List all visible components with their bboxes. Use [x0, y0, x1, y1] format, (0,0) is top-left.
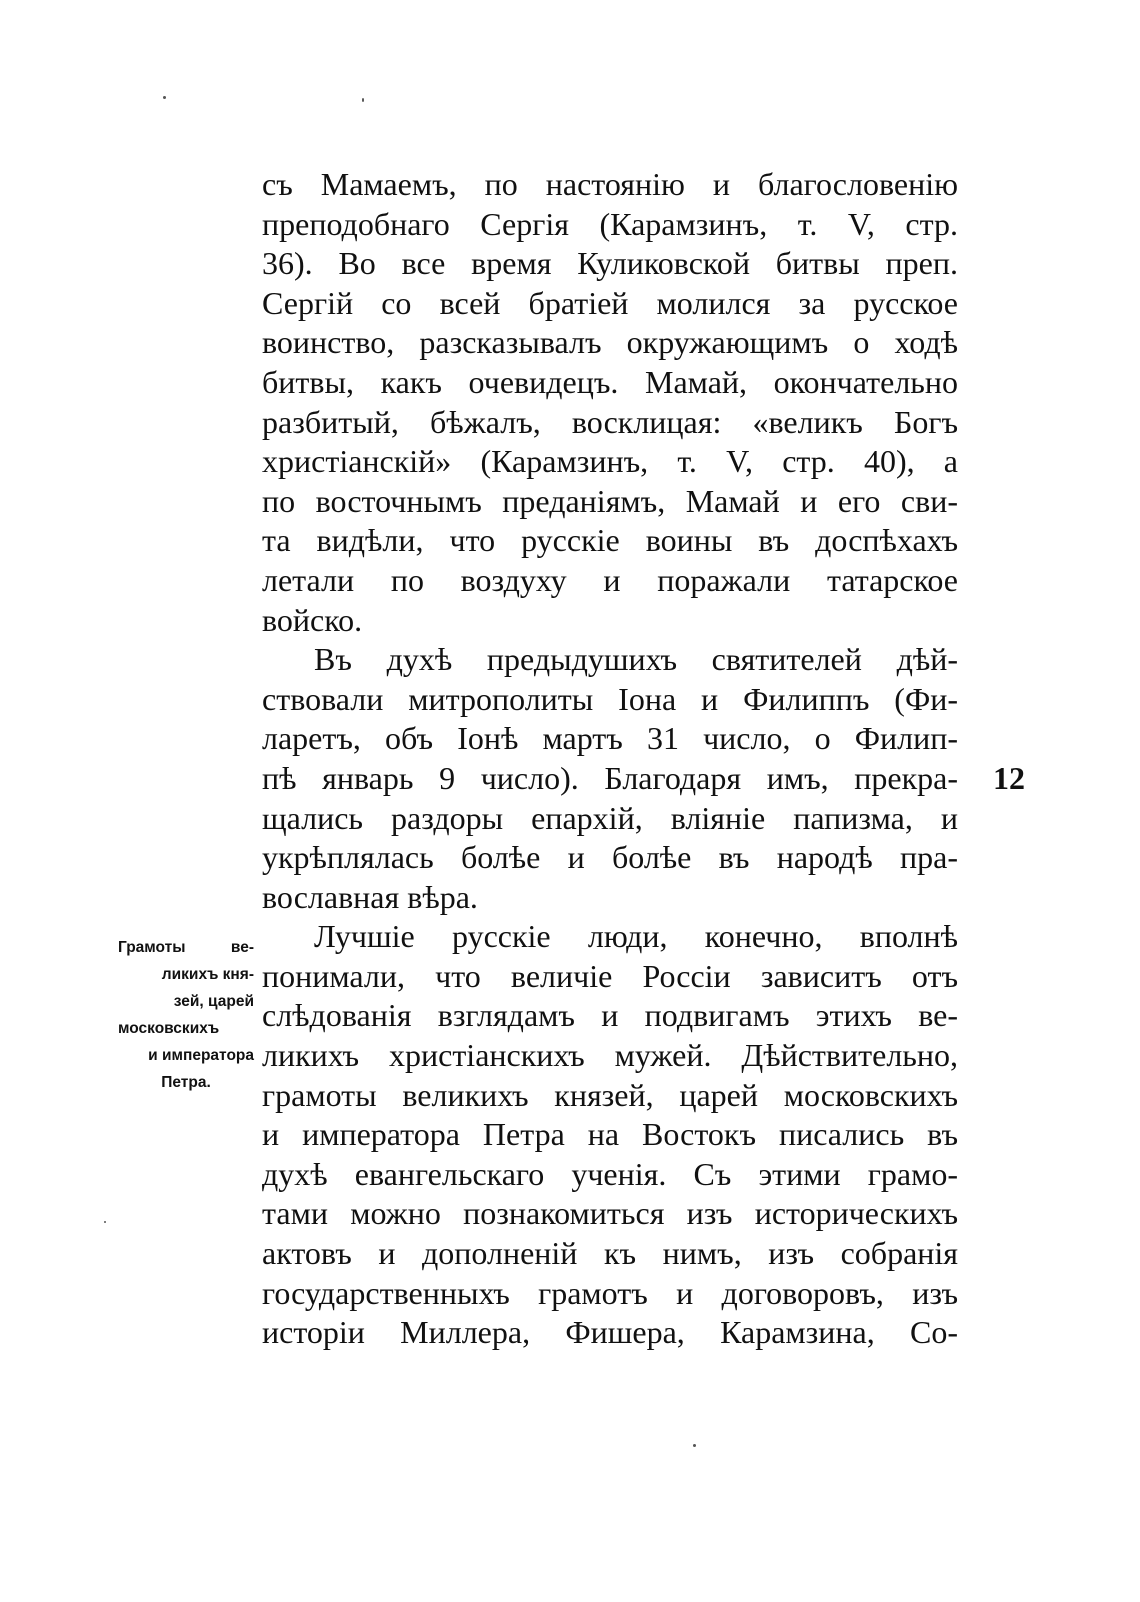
- ink-speck: [362, 98, 364, 102]
- text-line: вославная вѣра.: [262, 878, 478, 915]
- text-line: христіанскій» (Карамзинъ, т. V, стр. 40), а: [262, 443, 958, 480]
- ink-speck: [104, 1221, 106, 1223]
- paragraph: [262, 640, 958, 917]
- margin-note-line: Грамоты ве-: [118, 939, 254, 956]
- text-line: та видѣли, что русскіе воины въ доспѣхахъ: [262, 522, 958, 559]
- paragraph: [262, 917, 958, 1353]
- text-line: ларетъ, объ Іонѣ мартъ 31 число, о Филип-: [262, 720, 958, 757]
- paragraph: [262, 165, 958, 640]
- text-line: преподобнаго Сергія (Карамзинъ, т. V, стр.: [262, 205, 958, 242]
- margin-note-line: московскихъ: [118, 1020, 220, 1037]
- text-line: летали по воздуху и поражали татарское: [262, 561, 958, 598]
- text-line: щались раздоры епархій, вліяніе папизма, и: [262, 799, 958, 836]
- text-line: исторіи Миллера, Фишера, Карамзина, Со-: [262, 1314, 958, 1351]
- text-line: битвы, какъ очевидецъ. Мамай, окончательно: [262, 363, 958, 400]
- text-line: слѣдованія взглядамъ и подвигамъ этихъ ве-: [262, 997, 958, 1034]
- text-line: понимали, что величіе Россіи зависитъ отъ: [262, 957, 958, 994]
- margin-note-line: и императора: [148, 1047, 254, 1064]
- text-line: укрѣплялась болѣе и болѣе въ народѣ пра-: [262, 839, 958, 876]
- text-line: 36). Во все время Куликовской битвы преп.: [262, 245, 958, 282]
- text-line: ствовали митрополиты Іона и Филиппъ (Фи-: [262, 680, 958, 717]
- text-line: тами можно познакомиться изъ историческихъ: [262, 1195, 958, 1232]
- text-line: пѣ январь 9 число). Благодаря имъ, прекра-: [262, 759, 958, 796]
- text-line: по восточнымъ преданіямъ, Мамай и его сви-: [262, 482, 958, 519]
- text-line: и императора Петра на Востокъ писались въ: [262, 1116, 958, 1153]
- margin-note: [118, 934, 254, 1096]
- ink-speck: [693, 1444, 696, 1447]
- text-line: войско.: [262, 601, 363, 638]
- text-line: ликихъ христіанскихъ мужей. Дѣйствительно,: [262, 1037, 958, 1074]
- text-line: актовъ и дополненій къ нимъ, изъ собранія: [262, 1235, 958, 1272]
- text-line: грамоты великихъ князей, царей московскихъ: [262, 1076, 958, 1113]
- margin-note-line: Петра.: [161, 1074, 211, 1091]
- text-line: Сергій со всей братіей молился за русское: [262, 284, 958, 321]
- text-line: съ Мамаемъ, по настоянію и благословенію: [262, 166, 958, 202]
- text-line: государственныхъ грамотъ и договоровъ, изъ: [262, 1274, 958, 1311]
- text-line: разбитый, бѣжалъ, восклицая: «великъ Богъ: [262, 403, 958, 440]
- margin-note-line: зей, царей: [173, 993, 254, 1010]
- main-text: [262, 165, 958, 1353]
- text-line: Въ духѣ предыдушихъ святителей дѣй-: [314, 641, 958, 678]
- text-line: воинство, разсказывалъ окружающимъ о ходѣ: [262, 324, 958, 361]
- page-number: 12: [993, 760, 1025, 796]
- margin-note-line: ликихъ кня-: [161, 966, 254, 983]
- text-line: духѣ евангельскаго ученія. Съ этими грамо-: [262, 1155, 958, 1192]
- ink-speck: [163, 96, 166, 99]
- text-line: Лучшіе русскіе люди, конечно, вполнѣ: [314, 918, 958, 955]
